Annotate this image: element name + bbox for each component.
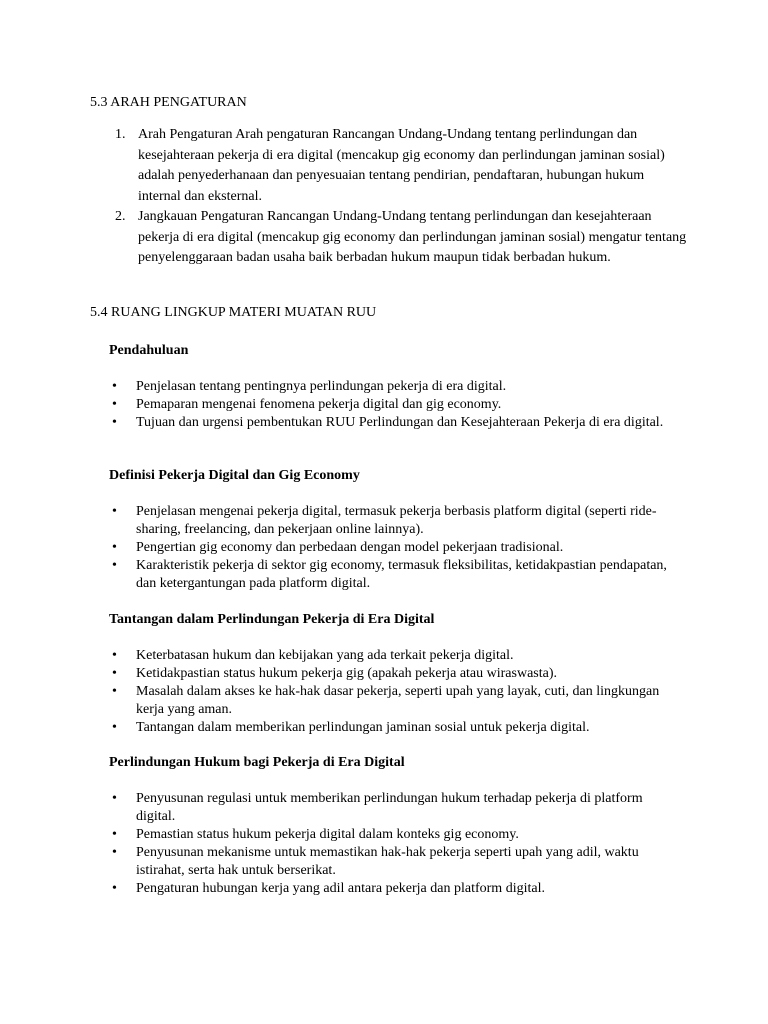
numbered-list (90, 125, 690, 269)
bullet-list-definisi (109, 503, 684, 593)
bullet-list-pendahuluan (109, 378, 684, 432)
item-number: 1. (115, 127, 126, 142)
subsection-title-tantangan: Tantangan dalam Perlindungan Pekerja di Era Digital (109, 612, 435, 627)
item-number: 2. (115, 209, 126, 224)
bullet-item: • Tujuan dan urgensi pembentukan RUU Perlindungan dan Kesejahteraan Pekerja di era digital. (109, 414, 684, 432)
bullet-item: • Masalah dalam akses ke hak-hak dasar pekerja, seperti upah yang layak, cuti, dan lingkungan kerja yang aman. (109, 683, 684, 719)
bullet-list-tantangan (109, 647, 684, 737)
bullet-item: • Pengertian gig economy dan perbedaan dengan model pekerjaan tradisional. (109, 539, 684, 557)
bullet-list-perlindungan-hukum (109, 790, 684, 898)
section-heading-5-4: 5.4 RUANG LINGKUP MATERI MUATAN RUU (90, 305, 377, 320)
numbered-item (90, 125, 690, 207)
bullet-item: • Pengaturan hubungan kerja yang adil antara pekerja dan platform digital. (109, 880, 684, 898)
item-text: Arah Pengaturan Arah pengaturan Rancangan Undang-Undang tentang perlindungan dan kesejahteraan pekerja di era digital (mencakup gig economy dan perlindungan jaminan sosial) adalah penyederhanaan dan penyesuaian tentang pendirian, pendaftaran, hubungan hukum internal dan eksternal. (138, 127, 665, 204)
bullet-item: • Tantangan dalam memberikan perlindungan jaminan sosial untuk pekerja digital. (109, 719, 684, 737)
bullet-item: • Ketidakpastian status hukum pekerja gig (apakah pekerja atau wiraswasta). (109, 665, 684, 683)
bullet-item: • Pemaparan mengenai fenomena pekerja digital dan gig economy. (109, 396, 684, 414)
subsection-title-pendahuluan: Pendahuluan (109, 343, 189, 358)
subsection-title-definisi: Definisi Pekerja Digital dan Gig Economy (109, 468, 360, 483)
bullet-item: • Keterbatasan hukum dan kebijakan yang ada terkait pekerja digital. (109, 647, 684, 665)
section-heading-5-3: 5.3 ARAH PENGATURAN (90, 95, 247, 110)
bullet-item: • Penyusunan mekanisme untuk memastikan hak-hak pekerja seperti upah yang adil, waktu istirahat, serta hak untuk berserikat. (109, 844, 684, 880)
bullet-item: • Karakteristik pekerja di sektor gig economy, termasuk fleksibilitas, ketidakpastian pendapatan, dan ketergantungan pada platform digital. (109, 557, 684, 593)
bullet-item: • Penyusunan regulasi untuk memberikan perlindungan hukum terhadap pekerja di platform digital. (109, 790, 684, 826)
item-text: Jangkauan Pengaturan Rancangan Undang-Undang tentang perlindungan dan kesejahteraan pekerja di era digital (mencakup gig economy dan perlindungan jaminan sosial) mengatur tentang penyelenggaraan badan usaha baik berbadan hukum maupun tidak berbadan hukum. (138, 209, 687, 265)
subsection-title-perlindungan-hukum: Perlindungan Hukum bagi Pekerja di Era Digital (109, 755, 405, 770)
bullet-item: • Penjelasan mengenai pekerja digital, termasuk pekerja berbasis platform digital (seperti ride-sharing, freelancing, dan pekerjaan online lainnya). (109, 503, 684, 539)
bullet-item: • Pemastian status hukum pekerja digital dalam konteks gig economy. (109, 826, 684, 844)
numbered-item (90, 207, 690, 269)
bullet-item: • Penjelasan tentang pentingnya perlindungan pekerja di era digital. (109, 378, 684, 396)
